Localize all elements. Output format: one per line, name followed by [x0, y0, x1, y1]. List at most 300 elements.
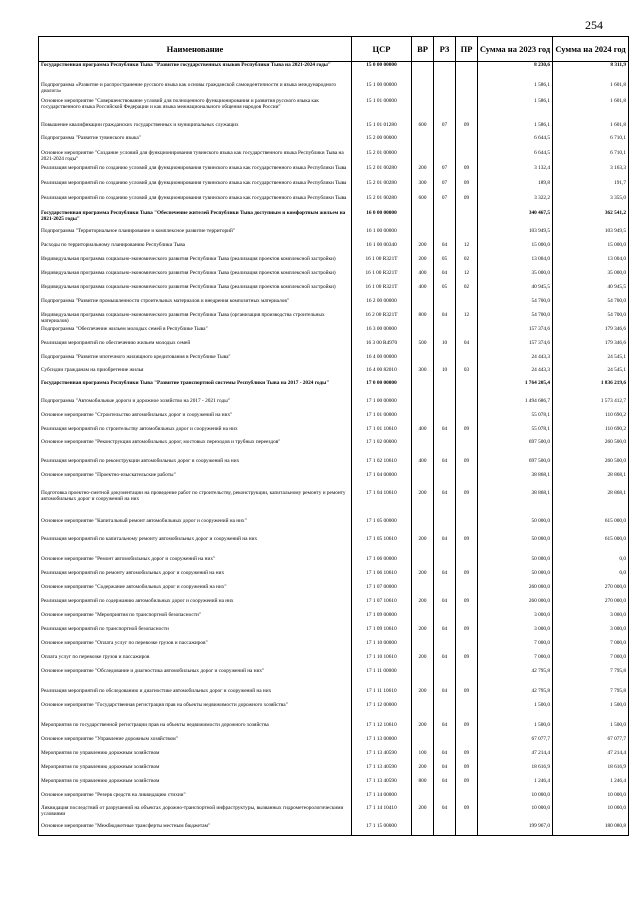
cell-sum-2023: 1 586,1	[478, 98, 553, 122]
cell-vr: 400	[412, 426, 434, 439]
cell-name: Основное мероприятие "Содержание автомобильных дорог и сооружений на них"	[39, 584, 352, 598]
cell-csr: 17 1 14 00000	[352, 792, 412, 805]
cell-sum-2024: 180 080,8	[553, 823, 629, 836]
cell-pr: 09	[456, 626, 478, 640]
cell-vr: 200	[412, 722, 434, 736]
cell-rz: 04	[434, 598, 456, 612]
cell-sum-2024: 7 795,8	[553, 688, 629, 702]
cell-vr: 400	[412, 458, 434, 472]
cell-csr: 17 1 10 10610	[352, 654, 412, 668]
cell-sum-2023: 67 077,7	[478, 736, 553, 750]
cell-sum-2024: 615 000,0	[553, 536, 629, 556]
cell-rz	[434, 518, 456, 536]
table-body	[39, 62, 629, 836]
cell-rz	[434, 98, 456, 122]
cell-sum-2023: 1 246,4	[478, 778, 553, 792]
cell-pr: 09	[456, 805, 478, 823]
cell-rz: 07	[434, 180, 456, 195]
cell-name: Реализация мероприятий по содержанию автомобильных дорог и сооружений на них	[39, 598, 352, 612]
table-row	[39, 412, 629, 426]
cell-name: Основное мероприятие "Капитальный ремонт автомобильных дорог и сооружений на них"	[39, 518, 352, 536]
cell-sum-2023: 7 000,0	[478, 640, 553, 654]
cell-sum-2024: 8 311,9	[553, 62, 629, 82]
cell-vr	[412, 518, 434, 536]
cell-vr	[412, 556, 434, 570]
table-row	[39, 792, 629, 805]
cell-sum-2023: 260 000,0	[478, 584, 553, 598]
cell-sum-2023: 55 078,1	[478, 412, 553, 426]
cell-vr	[412, 98, 434, 122]
cell-csr: 15 1 01 00000	[352, 98, 412, 122]
cell-rz: 10	[434, 340, 456, 354]
cell-sum-2023: 1 764 205,4	[478, 380, 553, 398]
cell-sum-2024: 103 949,5	[553, 228, 629, 242]
cell-csr: 15 2 00 00000	[352, 135, 412, 150]
cell-pr: 02	[456, 256, 478, 270]
cell-sum-2024: 1 500,0	[553, 722, 629, 736]
cell-name: Основное мероприятие "Создание условий для функционирования тувинского языка как государственного языка Республики Тыва на 2021-2024 годы"	[39, 150, 352, 165]
cell-sum-2024: 54 700,0	[553, 312, 629, 326]
cell-name: Основное мероприятие "Обследование и диагностика автомобильных дорог и сооружений на них"	[39, 668, 352, 688]
cell-rz: 07	[434, 165, 456, 180]
cell-pr	[456, 98, 478, 122]
table-row	[39, 598, 629, 612]
cell-name: Индивидуальная программа социально-экономического развития Республики Тыва (реализация проектов комплексной застройки)	[39, 256, 352, 270]
table-row	[39, 210, 629, 228]
cell-sum-2023: 697 500,0	[478, 439, 553, 458]
cell-vr	[412, 412, 434, 426]
table-row	[39, 750, 629, 764]
cell-sum-2024: 270 000,0	[553, 598, 629, 612]
cell-name: Подпрограмма «Развитие и распространение русского языка как основы гражданской самоидентичности и языка международного диалога»	[39, 82, 352, 98]
cell-vr: 200	[412, 764, 434, 778]
table-row	[39, 312, 629, 326]
cell-vr: 200	[412, 654, 434, 668]
cell-name: Повышение квалификации гражданских государственных и муниципальных служащих	[39, 122, 352, 135]
table-row	[39, 805, 629, 823]
cell-pr	[456, 612, 478, 626]
table-row	[39, 626, 629, 640]
cell-sum-2024: 3 163,3	[553, 165, 629, 180]
cell-csr: 15 1 00 00000	[352, 82, 412, 98]
cell-pr: 09	[456, 764, 478, 778]
cell-csr: 16 3 00 00000	[352, 326, 412, 340]
cell-name: Государственная программа Республики Тыва "Обеспечение жителей Республики Тыва доступным и комфортным жильем на 2021-2025 годы"	[39, 210, 352, 228]
cell-csr: 15 1 01 01280	[352, 122, 412, 135]
cell-sum-2024: 260 500,0	[553, 458, 629, 472]
cell-csr: 16 4 00 00000	[352, 354, 412, 367]
cell-name: Индивидуальная программа социально-экономического развития Республики Тыва (реализация проектов комплексной застройки)	[39, 284, 352, 298]
cell-name: Основное мероприятие "Строительство автомобильных дорог и сооружений на них"	[39, 412, 352, 426]
table-row	[39, 458, 629, 472]
cell-vr	[412, 326, 434, 340]
cell-pr: 12	[456, 312, 478, 326]
cell-name: Основное мероприятие "Совершенствование условий для полноценного функционирования и развития русского языка как государственного языка Российской Федерации и как языка межнационального общения народов России"	[39, 98, 352, 122]
cell-sum-2024: 24 545,1	[553, 354, 629, 367]
cell-pr	[456, 792, 478, 805]
cell-sum-2023: 103 949,5	[478, 228, 553, 242]
cell-sum-2023: 18 616,9	[478, 764, 553, 778]
cell-rz	[434, 380, 456, 398]
cell-sum-2023: 50 000,0	[478, 518, 553, 536]
cell-csr: 17 1 07 10610	[352, 598, 412, 612]
table-row	[39, 518, 629, 536]
cell-sum-2024: 10 000,0	[553, 792, 629, 805]
cell-sum-2024: 1 601,8	[553, 82, 629, 98]
cell-sum-2024: 28 868,1	[553, 490, 629, 518]
cell-pr	[456, 210, 478, 228]
cell-rz: 07	[434, 195, 456, 210]
cell-sum-2023: 340 467,5	[478, 210, 553, 228]
cell-csr: 17 0 00 00000	[352, 380, 412, 398]
cell-sum-2023: 697 500,0	[478, 458, 553, 472]
table-row	[39, 326, 629, 340]
table-row	[39, 584, 629, 598]
cell-name: Реализация мероприятий по созданию условий для функционирования тувинского языка как государственного языка Республики Тыва	[39, 195, 352, 210]
cell-csr: 17 1 13 40590	[352, 750, 412, 764]
cell-pr: 09	[456, 122, 478, 135]
cell-sum-2024: 3 000,0	[553, 612, 629, 626]
cell-sum-2023: 3 322,2	[478, 195, 553, 210]
cell-pr	[456, 82, 478, 98]
cell-sum-2024: 24 545,1	[553, 367, 629, 380]
cell-rz	[434, 135, 456, 150]
cell-name: Государственная программа Республики Тыва "Развитие транспортной системы Республики Тыва на 2017 - 2024 годы"	[39, 380, 352, 398]
cell-sum-2023: 10 000,0	[478, 792, 553, 805]
cell-name: Реализация мероприятий по созданию условий для функционирования тувинского языка как государственного языка Республики Тыва	[39, 180, 352, 195]
cell-pr: 09	[456, 458, 478, 472]
cell-rz: 04	[434, 654, 456, 668]
cell-sum-2024: 270 000,0	[553, 584, 629, 598]
cell-sum-2023: 1 500,0	[478, 722, 553, 736]
cell-sum-2024: 191,7	[553, 180, 629, 195]
cell-sum-2024: 0,0	[553, 570, 629, 584]
cell-sum-2023: 42 795,8	[478, 688, 553, 702]
cell-sum-2024: 47 214,4	[553, 750, 629, 764]
cell-vr: 200	[412, 242, 434, 256]
cell-name: Государственная программа Республики Тыва "Развитие государственных языков Республики Тыва на 2021-2024 годы"	[39, 62, 352, 82]
cell-vr	[412, 612, 434, 626]
table-row	[39, 354, 629, 367]
cell-sum-2023: 15 000,0	[478, 242, 553, 256]
cell-pr	[456, 150, 478, 165]
cell-name: Подпрограмма "Развитие тувинского языка"	[39, 135, 352, 150]
cell-name: Расходы по территориальному планированию Республики Тыва	[39, 242, 352, 256]
cell-rz: 04	[434, 242, 456, 256]
cell-sum-2023: 24 443,3	[478, 367, 553, 380]
cell-csr: 17 1 09 10610	[352, 626, 412, 640]
cell-pr	[456, 62, 478, 82]
cell-pr: 09	[456, 180, 478, 195]
cell-pr: 09	[456, 778, 478, 792]
cell-sum-2024: 0,0	[553, 556, 629, 570]
cell-rz	[434, 702, 456, 722]
cell-sum-2024: 1 500,0	[553, 702, 629, 722]
cell-name: Ликвидация последствий от разрушений на объектах дорожно-транспортной инфраструктуры, вызванных гидрометеорологическими условиями	[39, 805, 352, 823]
cell-pr	[456, 228, 478, 242]
cell-rz	[434, 150, 456, 165]
cell-sum-2023: 54 700,0	[478, 298, 553, 312]
cell-rz	[434, 472, 456, 490]
cell-csr: 17 1 11 00000	[352, 668, 412, 688]
table-row	[39, 256, 629, 270]
cell-sum-2023: 38 868,1	[478, 472, 553, 490]
cell-name: Реализация мероприятий по обследованию и диагностике автомобильных дорог и сооружений на них	[39, 688, 352, 702]
cell-vr: 200	[412, 598, 434, 612]
cell-name: Подпрограмма "Развитие ипотечного жилищного кредитования в Республике Тыва"	[39, 354, 352, 367]
cell-sum-2023: 260 000,0	[478, 598, 553, 612]
cell-pr	[456, 380, 478, 398]
cell-sum-2024: 35 000,0	[553, 270, 629, 284]
table-row	[39, 556, 629, 570]
cell-rz: 05	[434, 256, 456, 270]
header-sum-2024: Сумма на 2024 год	[553, 37, 629, 62]
cell-vr	[412, 210, 434, 228]
cell-rz: 04	[434, 805, 456, 823]
cell-name: Индивидуальная программа социально-экономического развития Республики Тыва (реализация проектов комплексной застройки)	[39, 270, 352, 284]
cell-sum-2024: 28 868,1	[553, 472, 629, 490]
cell-sum-2023: 40 945,5	[478, 284, 553, 298]
cell-sum-2023: 35 000,0	[478, 270, 553, 284]
cell-vr	[412, 439, 434, 458]
cell-vr: 600	[412, 195, 434, 210]
cell-sum-2023: 8 230,6	[478, 62, 553, 82]
header-rz: РЗ	[434, 37, 456, 62]
cell-csr: 17 1 07 00000	[352, 584, 412, 598]
cell-pr: 12	[456, 270, 478, 284]
table-row	[39, 298, 629, 312]
cell-csr: 15 2 01 00280	[352, 180, 412, 195]
cell-pr: 09	[456, 598, 478, 612]
cell-vr	[412, 702, 434, 722]
cell-sum-2023: 50 000,0	[478, 556, 553, 570]
cell-csr: 17 1 11 10610	[352, 688, 412, 702]
cell-rz	[434, 228, 456, 242]
cell-rz	[434, 556, 456, 570]
cell-csr: 16 1 00 R321T	[352, 270, 412, 284]
cell-csr: 17 1 02 10610	[352, 458, 412, 472]
cell-sum-2023: 10 000,0	[478, 805, 553, 823]
cell-sum-2024: 18 616,9	[553, 764, 629, 778]
cell-sum-2024: 7 795,8	[553, 668, 629, 688]
cell-sum-2023: 6 644,5	[478, 150, 553, 165]
table-row	[39, 536, 629, 556]
cell-vr: 200	[412, 688, 434, 702]
cell-vr	[412, 354, 434, 367]
cell-pr: 09	[456, 688, 478, 702]
cell-vr: 400	[412, 270, 434, 284]
cell-csr: 15 2 01 00000	[352, 150, 412, 165]
cell-vr: 300	[412, 180, 434, 195]
cell-pr	[456, 326, 478, 340]
cell-rz	[434, 823, 456, 836]
cell-vr	[412, 62, 434, 82]
cell-sum-2023: 1 586,1	[478, 82, 553, 98]
cell-csr: 16 1 00 00000	[352, 228, 412, 242]
cell-rz: 04	[434, 626, 456, 640]
cell-rz	[434, 210, 456, 228]
cell-csr: 17 1 12 00000	[352, 702, 412, 722]
cell-name: Реализация мероприятий по ремонту автомобильных дорог и сооружений на них	[39, 570, 352, 584]
cell-csr: 17 1 05 10610	[352, 536, 412, 556]
cell-name: Основное мероприятие "Управление дорожным хозяйством"	[39, 736, 352, 750]
cell-name: Реализация мероприятий по обеспечению жильем молодых семей	[39, 340, 352, 354]
cell-csr: 17 1 04 00000	[352, 472, 412, 490]
cell-sum-2024: 1 601,8	[553, 98, 629, 122]
cell-rz	[434, 792, 456, 805]
cell-sum-2023: 1 586,1	[478, 122, 553, 135]
cell-pr	[456, 439, 478, 458]
cell-rz: 04	[434, 270, 456, 284]
cell-vr: 200	[412, 570, 434, 584]
cell-rz	[434, 326, 456, 340]
table-row	[39, 426, 629, 439]
cell-sum-2023: 50 000,0	[478, 570, 553, 584]
cell-csr: 16 1 00 00340	[352, 242, 412, 256]
cell-pr	[456, 354, 478, 367]
cell-rz	[434, 62, 456, 82]
cell-vr: 200	[412, 256, 434, 270]
table-row	[39, 640, 629, 654]
table-row	[39, 150, 629, 165]
cell-name: Реализация мероприятий по созданию условий для функционирования тувинского языка как государственного языка Республики Тыва	[39, 165, 352, 180]
cell-sum-2023: 189,8	[478, 180, 553, 195]
cell-vr: 200	[412, 490, 434, 518]
cell-rz	[434, 354, 456, 367]
cell-rz: 04	[434, 688, 456, 702]
table-row	[39, 135, 629, 150]
cell-name: Основное мероприятие "Резерв средств на ликвидацию стихии"	[39, 792, 352, 805]
cell-pr	[456, 398, 478, 412]
cell-csr: 17 1 09 00000	[352, 612, 412, 626]
cell-rz	[434, 640, 456, 654]
cell-sum-2024: 1 601,8	[553, 122, 629, 135]
table-row	[39, 340, 629, 354]
cell-sum-2024: 179 346,6	[553, 340, 629, 354]
cell-rz	[434, 612, 456, 626]
cell-csr: 17 1 13 40590	[352, 778, 412, 792]
cell-csr: 17 1 02 00000	[352, 439, 412, 458]
cell-sum-2024: 15 000,0	[553, 242, 629, 256]
cell-rz	[434, 298, 456, 312]
cell-name: Реализация мероприятий по строительству автомобильных дорог и сооружений на них	[39, 426, 352, 439]
table-row	[39, 688, 629, 702]
cell-sum-2024: 3 355,0	[553, 195, 629, 210]
cell-sum-2023: 24 443,3	[478, 354, 553, 367]
cell-pr: 09	[456, 654, 478, 668]
table-row	[39, 764, 629, 778]
cell-sum-2024: 54 700,0	[553, 298, 629, 312]
cell-rz: 04	[434, 490, 456, 518]
table-row	[39, 823, 629, 836]
header-csr: ЦСР	[352, 37, 412, 62]
cell-sum-2024: 6 710,1	[553, 150, 629, 165]
cell-rz: 05	[434, 284, 456, 298]
budget-table	[38, 36, 629, 836]
cell-pr: 02	[456, 284, 478, 298]
table-row	[39, 367, 629, 380]
cell-rz	[434, 398, 456, 412]
cell-vr: 600	[412, 122, 434, 135]
cell-name: Реализация мероприятий по реконструкции автомобильных дорог и сооружений на них	[39, 458, 352, 472]
cell-sum-2024: 10 000,0	[553, 805, 629, 823]
table-row	[39, 98, 629, 122]
cell-sum-2024: 179 346,6	[553, 326, 629, 340]
cell-sum-2024: 67 077,7	[553, 736, 629, 750]
cell-pr	[456, 668, 478, 688]
cell-csr: 17 1 10 00000	[352, 640, 412, 654]
cell-csr: 16 0 00 00000	[352, 210, 412, 228]
table-row	[39, 654, 629, 668]
cell-vr	[412, 298, 434, 312]
header-name: Наименование	[39, 37, 352, 62]
cell-rz: 04	[434, 570, 456, 584]
cell-rz: 04	[434, 312, 456, 326]
cell-vr	[412, 584, 434, 598]
cell-sum-2024: 615 000,0	[553, 518, 629, 536]
cell-vr	[412, 823, 434, 836]
cell-rz	[434, 584, 456, 598]
cell-rz	[434, 82, 456, 98]
table-row	[39, 228, 629, 242]
cell-pr	[456, 736, 478, 750]
cell-vr: 200	[412, 165, 434, 180]
cell-name: Подпрограмма "Территориальное планирование и комплексное развитие территорий"	[39, 228, 352, 242]
cell-pr	[456, 556, 478, 570]
table-row	[39, 165, 629, 180]
cell-sum-2023: 50 000,0	[478, 536, 553, 556]
cell-sum-2024: 110 690,2	[553, 412, 629, 426]
cell-rz: 04	[434, 750, 456, 764]
cell-csr: 16 2 00 00000	[352, 298, 412, 312]
table-row	[39, 284, 629, 298]
cell-csr: 16 2 00 R321T	[352, 312, 412, 326]
cell-sum-2024: 1 573 412,7	[553, 398, 629, 412]
cell-csr: 15 2 01 00280	[352, 195, 412, 210]
cell-vr	[412, 736, 434, 750]
cell-rz	[434, 668, 456, 688]
cell-csr: 16 1 00 R321T	[352, 256, 412, 270]
table-row	[39, 195, 629, 210]
cell-vr	[412, 792, 434, 805]
cell-pr: 03	[456, 367, 478, 380]
table-row	[39, 736, 629, 750]
cell-csr: 17 1 06 10610	[352, 570, 412, 584]
cell-vr: 200	[412, 536, 434, 556]
cell-rz	[434, 439, 456, 458]
cell-name: Мероприятия по управлению дорожным хозяйством	[39, 764, 352, 778]
cell-pr: 09	[456, 165, 478, 180]
page-number: 254	[585, 18, 603, 32]
cell-sum-2023: 47 214,4	[478, 750, 553, 764]
cell-sum-2024: 362 541,2	[553, 210, 629, 228]
cell-rz	[434, 412, 456, 426]
cell-csr: 16 3 00 R4970	[352, 340, 412, 354]
cell-name: Основное мероприятие "Государственная регистрация прав на объекты недвижимости дорожного хозяйства"	[39, 702, 352, 722]
cell-csr: 17 1 13 40590	[352, 764, 412, 778]
cell-rz: 04	[434, 426, 456, 439]
cell-sum-2024: 1 836 219,6	[553, 380, 629, 398]
cell-pr	[456, 518, 478, 536]
cell-pr	[456, 702, 478, 722]
cell-name: Мероприятия по управлению дорожным хозяйством	[39, 750, 352, 764]
cell-pr: 04	[456, 340, 478, 354]
cell-sum-2024: 110 690,2	[553, 426, 629, 439]
cell-csr: 17 1 14 10410	[352, 805, 412, 823]
cell-pr: 09	[456, 536, 478, 556]
table-row	[39, 122, 629, 135]
cell-sum-2023: 54 700,0	[478, 312, 553, 326]
